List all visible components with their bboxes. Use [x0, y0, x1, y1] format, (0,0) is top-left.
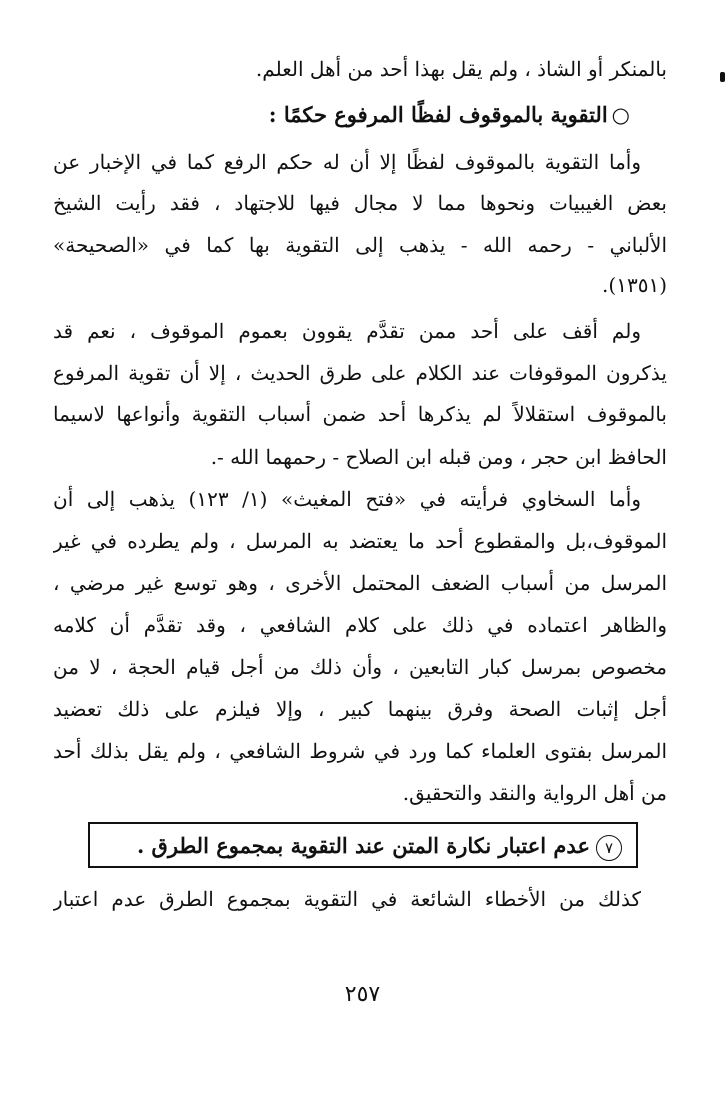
text-line-16: المرسل بفتوى العلماء كما ورد في شروط الشافعي ، ولم يقل بذلك أحد	[53, 739, 667, 763]
page-number: ٢٥٧	[344, 982, 381, 1007]
text-line-9: الحافظ ابن حجر ، ومن قبله ابن الصلاح - رحمهما الله -.	[210, 445, 667, 469]
text-line-17: من أهل الرواية والنقد والتحقيق.	[402, 781, 667, 805]
text-line-12: المرسل من أسباب الضعف المحتمل الأخرى ، وهو توسع غير مرضي ،	[53, 571, 667, 595]
text-line-5: (١٣٥١).	[602, 273, 667, 297]
text-line-11: الموقوف،بل والمقطوع أحد ما يعتضد به المرسل ، ولم يطرده في غير	[53, 529, 667, 553]
text-line-15: أجل إثبات الصحة وفرق بينهما كبير ، وإلا فيلزم على ذلك تعضيد	[53, 697, 667, 721]
text-line-3: بعض الغيبيات ونحوها مما لا مجال فيها للاجتهاد ، فقد رأيت الشيخ	[53, 191, 667, 215]
text-line-1: بالمنكر أو الشاذ ، ولم يقل بهذا أحد من أهل العلم.	[255, 57, 667, 81]
section-heading	[269, 98, 630, 132]
section-number-badge: ٧	[596, 835, 622, 861]
text-line-10: وأما السخاوي فرأيته في «فتح المغيث» (١/ ١٢٣) يذهب إلى أن	[53, 487, 641, 511]
text-line-8: بالموقوف استقلالاً لم يذكرها أحد ضمن أسباب التقوية وأنواعها لاسيما	[53, 402, 667, 426]
text-line-18: كذلك من الأخطاء الشائعة في التقوية بمجموع الطرق عدم اعتبار	[53, 887, 641, 911]
text-line-2: وأما التقوية بالموقوف لفظًا إلا أن له حكم الرفع كما في الإخبار عن	[53, 150, 641, 174]
text-line-14: مخصوص بمرسل كبار التابعين ، وأن ذلك من أجل قيام الحجة ، لا من	[53, 655, 667, 679]
text-line-7: يذكرون الموقوفات عند الكلام على طرق الحديث ، إلا أن تقوية المرفوع	[53, 361, 667, 385]
boxed-title-text: عدم اعتبار نكارة المتن عند التقوية بمجموع الطرق .	[136, 833, 590, 858]
text-line-6: ولم أقف على أحد ممن تقدَّم يقوون بعموم الموقوف ، نعم قد	[53, 319, 641, 343]
text-line-4: الألباني - رحمه الله - يذهب إلى التقوية بها كما في «الصحيحة»	[53, 233, 667, 257]
bullet-icon: ○	[611, 103, 630, 127]
page-edge-mark	[720, 72, 725, 82]
section-heading-text: التقوية بالموقوف لفظًا المرفوع حكمًا :	[268, 102, 608, 127]
text-line-13: والظاهر اعتماده في ذلك على كلام الشافعي ، وقد تقدَّم أن كلامه	[53, 613, 667, 637]
boxed-section-title	[88, 822, 638, 868]
boxed-title-row	[137, 829, 622, 863]
